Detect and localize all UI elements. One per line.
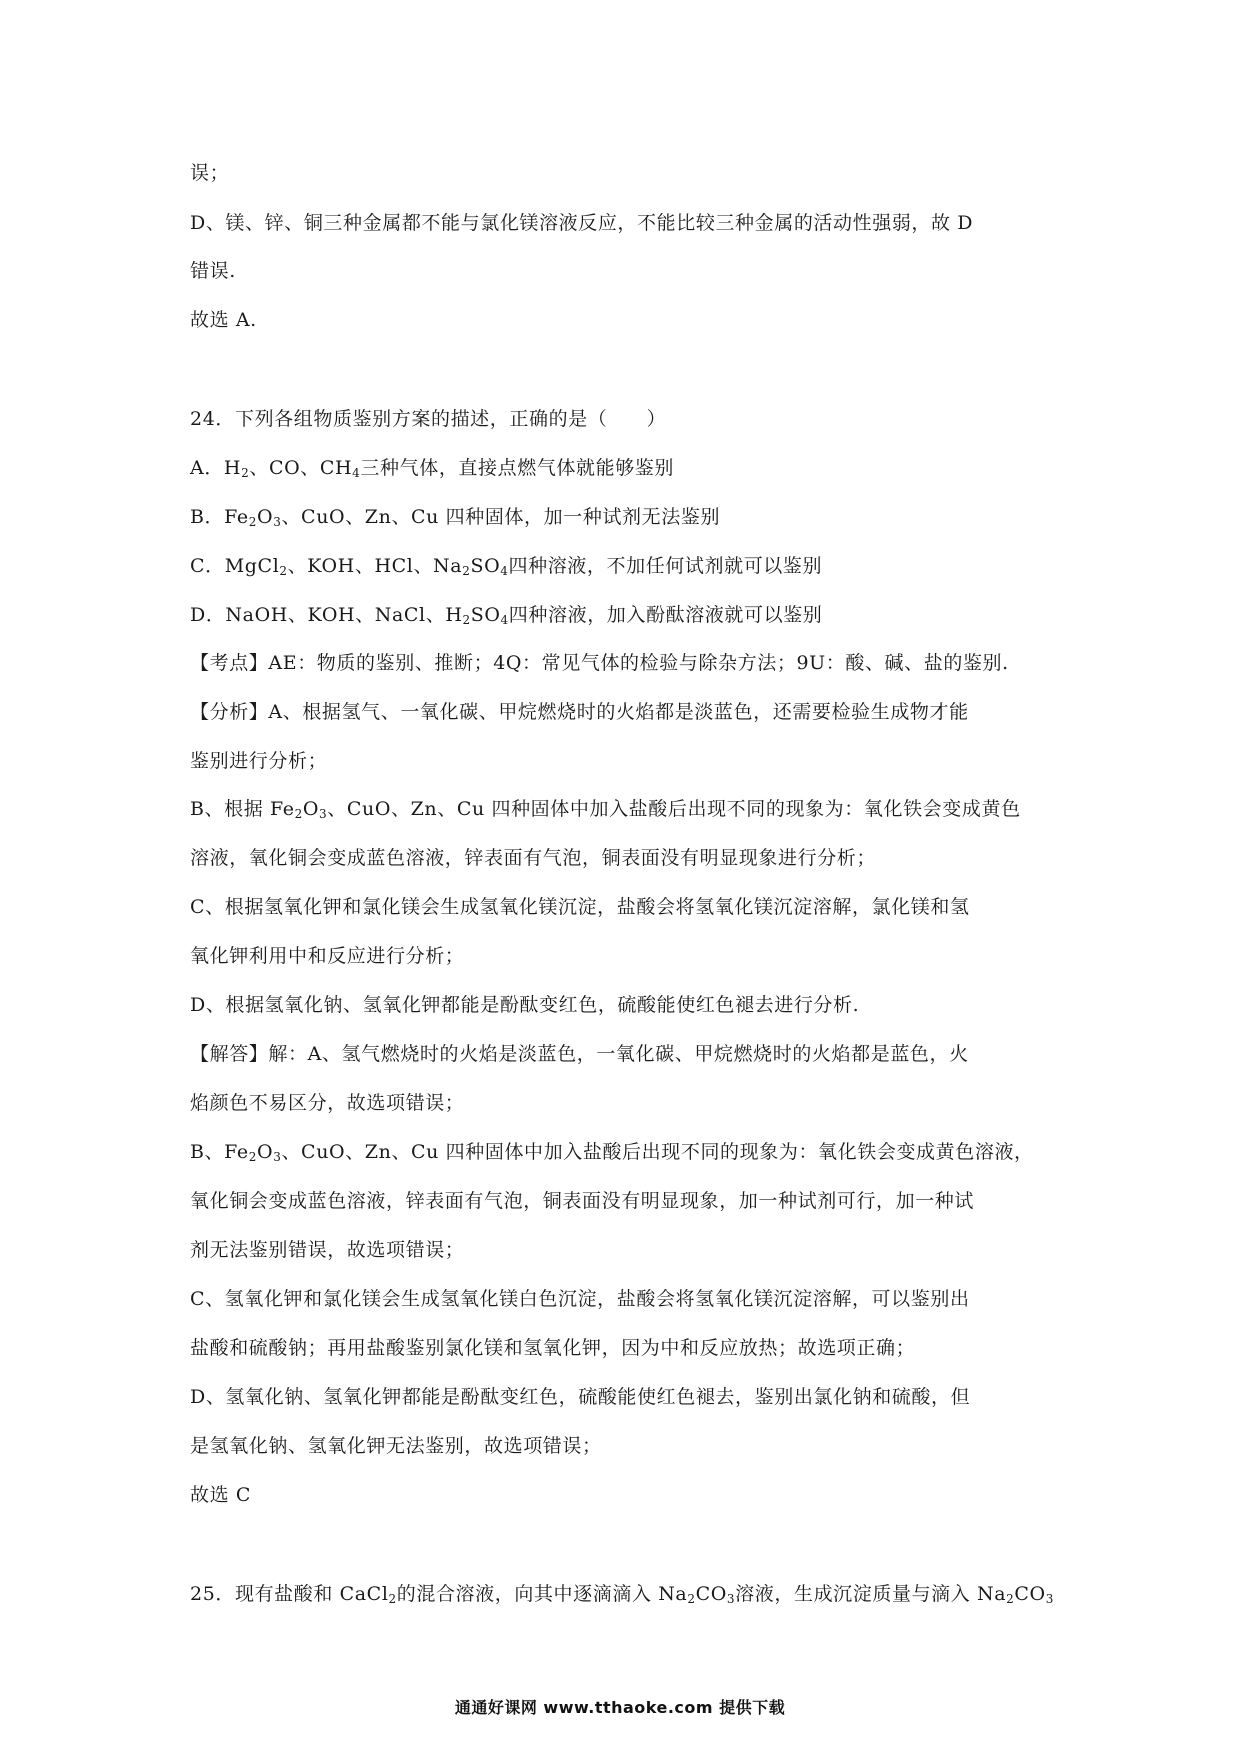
question-25-stem: 25．现有盐酸和 CaCl$_2$的混合溶液，向其中逐滴滴入 $Na_2CO_3$溶液，生成沉淀质量与滴入 $Na_2CO_3$: [190, 1583, 1054, 1606]
analysis-text: 氧化钾利用中和反应进行分析；: [190, 945, 465, 967]
text-line: 故选 A.: [190, 309, 257, 331]
solution-text: B、$Fe_2O_3$、CuO、Zn、Cu 四种固体中加入盐酸后出现不同的现象为：氧化铁会变成黄色溶液，: [190, 1141, 1034, 1164]
option-a: A．$H_2$、CO、$CH_4$三种气体，直接点燃气体就能够鉴别: [190, 457, 675, 480]
text-line: 误；: [190, 162, 230, 184]
subscript: 3: [1045, 1592, 1054, 1606]
solution-text: D、氢氧化钠、氢氧化钾都能是酚酞变红色，硫酸能使红色褪去，鉴别出氯化钠和硫酸，但: [190, 1386, 971, 1408]
subscript: 3: [319, 807, 328, 821]
subscript: 2: [279, 564, 288, 578]
subscript: 2: [294, 807, 303, 821]
subscript: 2: [248, 515, 258, 529]
analysis-text: C、根据氢氧化钾和氯化镁会生成氢氧化镁沉淀，盐酸会将氢氧化镁沉淀溶解，氯化镁和氢: [190, 896, 970, 918]
solution-text: C、氢氧化钾和氯化镁会生成氢氧化镁白色沉淀，盐酸会将氢氧化镁沉淀溶解，可以鉴别出: [190, 1288, 970, 1310]
solution-text: 焰颜色不易区分，故选项错误；: [190, 1092, 465, 1114]
subscript: 2: [687, 1592, 696, 1606]
subscript: 4: [500, 564, 509, 578]
analysis-text: 鉴别进行分析；: [190, 750, 328, 772]
subscript: 2: [462, 564, 471, 578]
solution-text: 是氢氧化钠、氢氧化钾无法鉴别，故选项错误；: [190, 1435, 602, 1457]
solution-answer: 故选 C: [190, 1484, 251, 1506]
option-d: D．NaOH、KOH、NaCl、$H_2SO_4$四种溶液，加入酚酞溶液就可以鉴别: [190, 604, 823, 627]
solution-text: 氧化铜会变成蓝色溶液，锌表面有气泡，铜表面没有明显现象，加一种试剂可行，加一种试: [190, 1190, 975, 1212]
subscript: 3: [273, 515, 282, 529]
solution-text: 剂无法鉴别错误，故选项错误；: [190, 1239, 465, 1261]
analysis-text: 【分析】A、根据氢气、一氧化碳、甲烷燃烧时的火焰都是淡蓝色，还需要检验生成物才能: [190, 701, 969, 723]
footer-watermark: 通通好课网 www.tthaoke.com 提供下载: [454, 1698, 786, 1717]
subscript: 3: [273, 1150, 282, 1164]
text-line: D、镁、锌、铜三种金属都不能与氯化镁溶液反应，不能比较三种金属的活动性强弱，故 D: [190, 212, 974, 234]
subscript: 2: [1006, 1592, 1015, 1606]
subscript: 2: [388, 1592, 397, 1606]
subscript: 2: [241, 466, 250, 480]
analysis-text: D、根据氢氧化钠、氢氧化钾都能是酚酞变红色，硫酸能使红色褪去进行分析.: [190, 994, 860, 1016]
option-b: B．$Fe_2O_3$、CuO、Zn、Cu 四种固体，加一种试剂无法鉴别: [190, 506, 721, 529]
solution-text: 盐酸和硫酸钠；再用盐酸鉴别氯化镁和氢氧化钾，因为中和反应放热；故选项正确；: [190, 1337, 916, 1359]
subscript: 2: [462, 613, 471, 627]
solution-text: 【解答】解：A、氢气燃烧时的火焰是淡蓝色，一氧化碳、甲烷燃烧时的火焰都是蓝色，火: [190, 1043, 969, 1065]
question-24-stem: 24．下列各组物质鉴别方案的描述，正确的是（ ）: [190, 408, 667, 430]
option-c: C．MgCl$_2$、KOH、HCl、$Na_2SO_4$四种溶液，不加任何试剂就可以鉴别: [190, 555, 823, 578]
analysis-text: 溶液，氧化铜会变成蓝色溶液，锌表面有气泡，铜表面没有明显现象进行分析；: [190, 847, 877, 869]
subscript: 2: [248, 1150, 258, 1164]
analysis-text: B、根据 $Fe_2O_3$、CuO、Zn、Cu 四种固体中加入盐酸后出现不同的现象为：氧化铁会变成黄色: [190, 798, 1021, 821]
subscript: 4: [500, 613, 509, 627]
subscript: 4: [352, 466, 361, 480]
exam-point: 【考点】AE：物质的鉴别、推断；4Q：常见气体的检验与除杂方法；9U：酸、碱、盐的鉴别.: [190, 652, 1009, 674]
text-line: 错误.: [190, 260, 236, 282]
subscript: 3: [726, 1592, 736, 1606]
